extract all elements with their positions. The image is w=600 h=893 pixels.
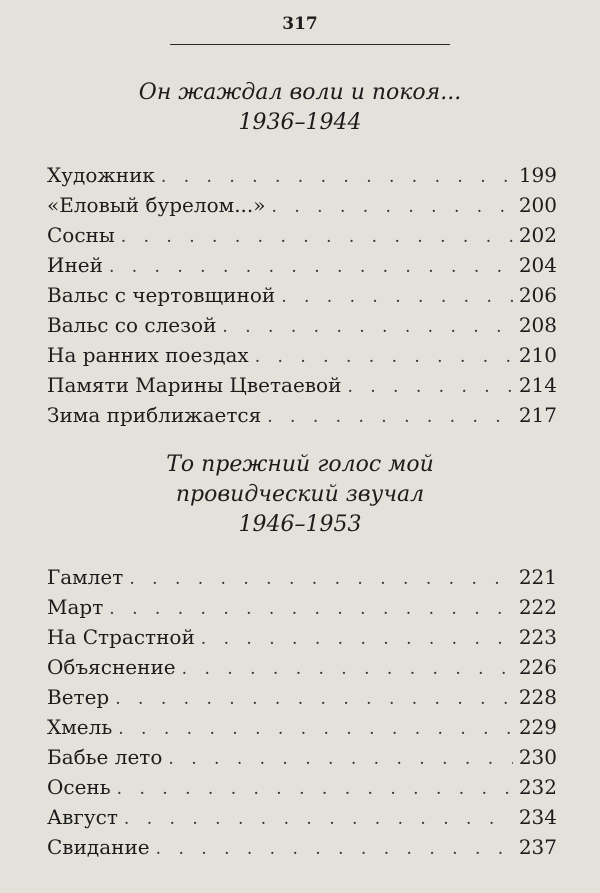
section-heading-years: 1936–1944: [238, 110, 362, 135]
toc-entry-page: 204: [518, 253, 557, 277]
toc-entry[interactable]: [47, 370, 557, 400]
dot-leader: [156, 834, 513, 864]
toc-entry-title: На ранних поездах: [47, 343, 249, 367]
toc-entry-title: Памяти Марины Цветаевой: [47, 373, 342, 397]
toc-entry-title: Вальс со слезой: [47, 313, 217, 337]
toc-entry-title: Гамлет: [47, 565, 124, 589]
dot-leader: [222, 312, 512, 342]
toc-entry[interactable]: [47, 592, 557, 622]
dot-leader: [109, 594, 513, 624]
toc-entry-title: Вальс с чертовщиной: [47, 283, 276, 307]
section-heading-line: Он жаждал воли и покоя...: [138, 80, 462, 105]
toc-entry[interactable]: [47, 742, 557, 772]
toc-entry[interactable]: [47, 562, 557, 592]
toc-entry-title: Март: [47, 595, 104, 619]
section-heading: [0, 450, 600, 540]
toc-entry[interactable]: [47, 400, 557, 430]
toc-entry-title: Объяснение: [47, 655, 176, 679]
toc-entry-title: Хмель: [47, 715, 113, 739]
toc-entry[interactable]: [47, 772, 557, 802]
toc-entry-title: Ветер: [47, 685, 110, 709]
toc-entry-page: 217: [518, 403, 557, 427]
toc-entry-page: 226: [518, 655, 557, 679]
toc-entry-page: 222: [518, 595, 557, 619]
toc-entry-title: Осень: [47, 775, 111, 799]
toc-entry[interactable]: [47, 250, 557, 280]
toc-list: [47, 562, 557, 862]
toc-entry-title: Свидание: [47, 835, 150, 859]
toc-entry[interactable]: [47, 160, 557, 190]
dot-leader: [115, 684, 513, 714]
toc-entry-page: 221: [518, 565, 557, 589]
toc-entry[interactable]: [47, 622, 557, 652]
toc-entry-page: 202: [518, 223, 557, 247]
section-heading-line: То прежний голос мой: [166, 452, 434, 477]
toc-entry-page: 208: [518, 313, 557, 337]
dot-leader: [161, 162, 513, 192]
toc-entry[interactable]: [47, 712, 557, 742]
section-heading-years: 1946–1953: [238, 512, 362, 537]
dot-leader: [347, 372, 512, 402]
dot-leader: [124, 804, 513, 834]
toc-entry-title: Сосны: [47, 223, 115, 247]
toc-entry[interactable]: [47, 682, 557, 712]
toc-list: [47, 160, 557, 430]
toc-entry-page: 234: [518, 805, 557, 829]
toc-entry[interactable]: [47, 802, 557, 832]
toc-entry-page: 199: [518, 163, 557, 187]
section-heading-line: провидческий звучал: [175, 482, 425, 507]
dot-leader: [117, 774, 513, 804]
dot-leader: [201, 624, 513, 654]
toc-entry-title: Зима приближается: [47, 403, 262, 427]
toc-entry[interactable]: [47, 832, 557, 862]
toc-entry-page: 200: [518, 193, 557, 217]
toc-entry-title: На Страстной: [47, 625, 195, 649]
toc-entry-page: 223: [518, 625, 557, 649]
dot-leader: [255, 342, 513, 372]
dot-leader: [182, 654, 513, 684]
toc-entry-page: 232: [518, 775, 557, 799]
toc-entry-page: 229: [518, 715, 557, 739]
section-heading: [0, 78, 600, 138]
dot-leader: [129, 564, 512, 594]
dot-leader: [281, 282, 513, 312]
toc-entry-title: «Еловый бурелом...»: [47, 193, 266, 217]
toc-entry-page: 228: [518, 685, 557, 709]
toc-entry-title: Август: [47, 805, 118, 829]
toc-entry[interactable]: [47, 220, 557, 250]
toc-entry[interactable]: [47, 310, 557, 340]
toc-entry-title: Художник: [47, 163, 155, 187]
toc-entry-page: 210: [518, 343, 557, 367]
dot-leader: [109, 252, 513, 282]
toc-entry-page: 237: [518, 835, 557, 859]
toc-entry-page: 214: [518, 373, 557, 397]
toc-entry-page: 206: [518, 283, 557, 307]
header-rule: [170, 44, 450, 45]
dot-leader: [168, 744, 512, 774]
toc-entry[interactable]: [47, 652, 557, 682]
dot-leader: [118, 714, 513, 744]
dot-leader: [267, 402, 513, 432]
dot-leader: [121, 222, 513, 252]
toc-entry[interactable]: [47, 340, 557, 370]
toc-entry-title: Иней: [47, 253, 103, 277]
page-number: 317: [282, 14, 318, 34]
toc-entry-page: 230: [518, 745, 557, 769]
toc-entry[interactable]: [47, 280, 557, 310]
toc-entry[interactable]: [47, 190, 557, 220]
toc-entry-title: Бабье лето: [47, 745, 163, 769]
dot-leader: [272, 192, 513, 222]
